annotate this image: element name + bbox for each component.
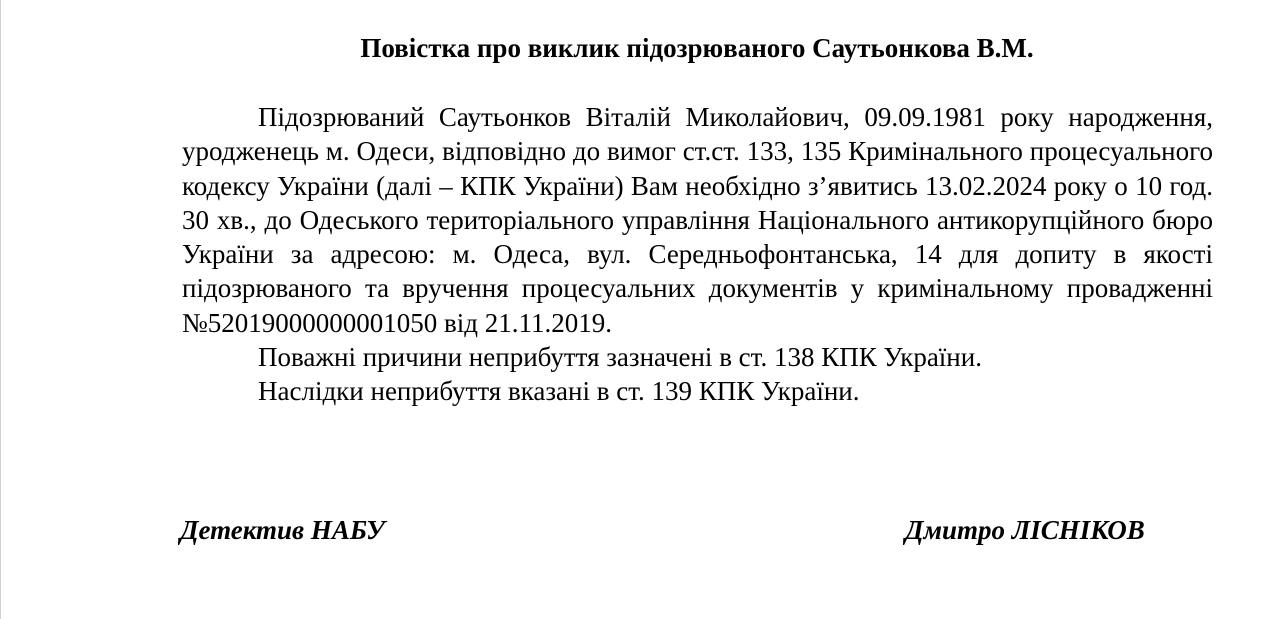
document-body (182, 100, 1213, 409)
signature-name: Дмитро ЛІСНІКОВ (905, 515, 1145, 545)
reasons-paragraph: Поважні причини неприбуття зазначені в ст. 138 КПК України. (258, 342, 982, 373)
signature-position: Детектив НАБУ (180, 515, 385, 545)
page-edge (0, 0, 1, 619)
consequences-paragraph: Наслідки неприбуття вказані в ст. 139 КПК України. (258, 376, 860, 407)
document-title: Повістка про виклик підозрюваного Саутьонкова В.М. (360, 33, 1034, 63)
summons-paragraph: Підозрюваний Саутьонков Віталій Миколайович, 09.09.1981 року народження, уродженець м. Одеси, відповідно до вимог ст.ст. 133, 135 Кримінального процесуального кодексу України (далі – КПК України) Вам необхідно з’явитись 13.02.2024 року о 10 год. 30 хв., до Одеського територіального управління Національного антикорупційного бюро України за адресою: м. Одеса, вул. Середньофонтанська, 14 для допиту в якості підозрюваного та вручення процесуальних документів у кримінальному провадженні №52019000000001050 від 21.11.2019. (182, 102, 1213, 338)
